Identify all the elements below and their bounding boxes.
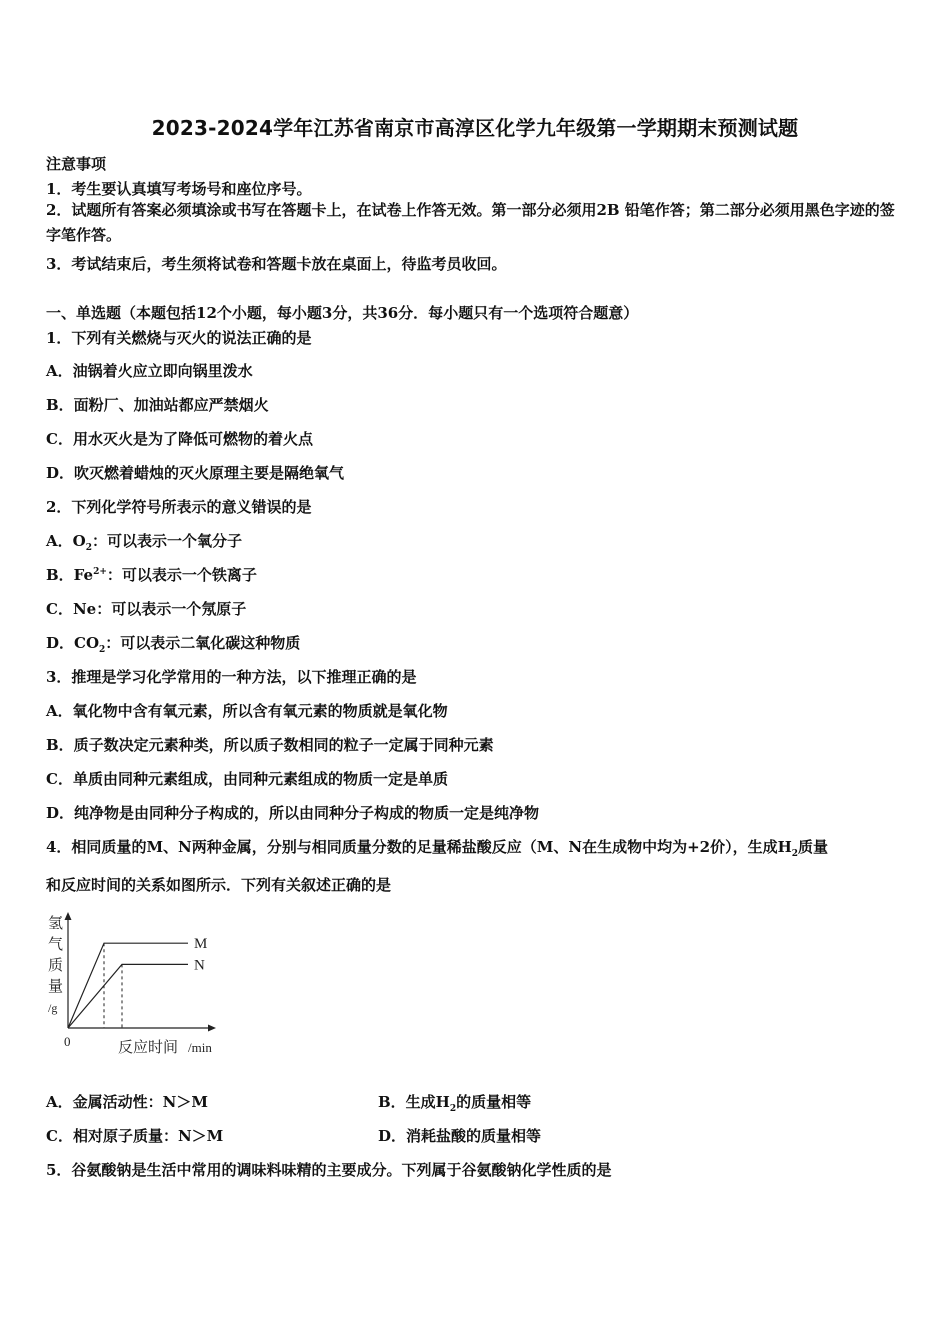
q2-a-text: ：可以表示一个氧分子 (91, 532, 242, 550)
chart-xlabel-unit: /min (188, 1040, 212, 1055)
notice-item-2: 2．试题所有答案必须填涂或书写在答题卡上，在试卷上作答无效。第一部分必须用2B 铅笔作答；第二部分必须用黑色字迹的签字笔作答。 (46, 201, 895, 244)
page-title: 2023-2024学年江苏省南京市高淳区化学九年级第一学期期末预测试题 (151, 116, 799, 140)
notice-heading: 注意事项 (46, 155, 107, 173)
chart-ylabel (48, 915, 63, 1015)
q1-stem: 1．下列有关燃烧与灭火的说法正确的是 (46, 329, 312, 347)
q1-option-b: B．面粉厂、加油站都应严禁烟火 (46, 396, 269, 414)
chart-origin: 0 (64, 1034, 71, 1049)
q1-option-c: C．用水灭火是为了降低可燃物的着火点 (46, 430, 313, 448)
q4-b-label: B．生成H (378, 1093, 450, 1111)
q4-option-c: C．相对原子质量：N＞M (46, 1127, 224, 1145)
chart-series (68, 936, 207, 1028)
q2-option-b (46, 564, 257, 585)
ylabel-char: /g (48, 1001, 58, 1015)
ylabel-char: 氢 (48, 916, 64, 932)
q4-b-sub: 2 (449, 1104, 457, 1114)
q2-option-d (46, 632, 300, 655)
chart-xlabel-cn: 反应时间 (118, 1040, 179, 1056)
q4-option-d: D．消耗盐酸的质量相等 (378, 1127, 542, 1145)
q2-option-a (46, 530, 242, 553)
q2-a-label: A．O (46, 532, 86, 550)
q2-b-label: B．Fe (46, 566, 94, 584)
q4-b-text: 的质量相等 (456, 1093, 532, 1111)
q4-option-b (378, 1091, 531, 1114)
q2-d-text: ：可以表示二氧化碳这种物质 (105, 634, 301, 652)
q2-a-sub: 2 (85, 543, 92, 553)
q2-option-c: C．Ne：可以表示一个氖原子 (46, 600, 247, 618)
q3-stem: 3．推理是学习化学常用的一种方法，以下推理正确的是 (46, 668, 417, 686)
q4-option-a: A．金属活动性：N＞M (46, 1093, 208, 1111)
q3-option-d: D．纯净物是由同种分子构成的，所以由同种分子构成的物质一定是纯净物 (46, 804, 540, 822)
series-m-line (68, 943, 188, 1028)
x-axis-arrow (208, 1025, 216, 1032)
q2-b-text: ：可以表示一个铁离子 (106, 566, 257, 584)
section-heading: 一、单选题（本题包括12个小题，每小题3分，共36分．每小题只有一个选项符合题意） (46, 304, 639, 322)
q2-d-label: D．CO (46, 634, 100, 652)
q4-stem-line2: 和反应时间的关系如图所示．下列有关叙述正确的是 (46, 876, 392, 894)
q2-b-sup: 2+ (93, 567, 107, 577)
q5-stem: 5．谷氨酸钠是生活中常用的调味料味精的主要成分。下列属于谷氨酸钠化学性质的是 (46, 1161, 612, 1179)
ylabel-char: 气 (48, 937, 64, 953)
y-axis-arrow (65, 912, 72, 920)
q3-option-a: A．氧化物中含有氧元素，所以含有氧元素的物质就是氧化物 (46, 702, 448, 720)
series-m-label: M (194, 936, 208, 953)
q2-stem: 2．下列化学符号所表示的意义错误的是 (46, 498, 312, 516)
series-n-label: N (194, 957, 205, 974)
q1-option-d: D．吹灭燃着蜡烛的灭火原理主要是隔绝氧气 (46, 464, 345, 482)
q3-option-b: B．质子数决定元素种类，所以质子数相同的粒子一定属于同种元素 (46, 736, 494, 754)
q4-stem-b: 质量 (798, 838, 829, 856)
ylabel-char: 量 (48, 979, 64, 995)
q4-chart (40, 910, 230, 1060)
notice-item-1: 1．考生要认真填写考场号和座位序号。 (46, 180, 312, 198)
series-n-line (68, 964, 188, 1028)
q2-d-sub: 2 (99, 645, 106, 655)
q3-option-c: C．单质由同种元素组成，由同种元素组成的物质一定是单质 (46, 770, 448, 788)
q1-option-a: A．油锅着火应立即向锅里泼水 (46, 362, 253, 380)
q4-stem-line1 (46, 836, 828, 859)
q4-stem-a: 4．相同质量的M、N两种金属，分别与相同质量分数的足量稀盐酸反应（M、N在生成物中均为+2价），生成H (46, 838, 792, 856)
q4-stem-sub: 2 (791, 849, 799, 859)
notice-item-3: 3．考试结束后，考生须将试卷和答题卡放在桌面上，待监考员收回。 (46, 255, 507, 273)
ylabel-char: 质 (48, 958, 64, 974)
